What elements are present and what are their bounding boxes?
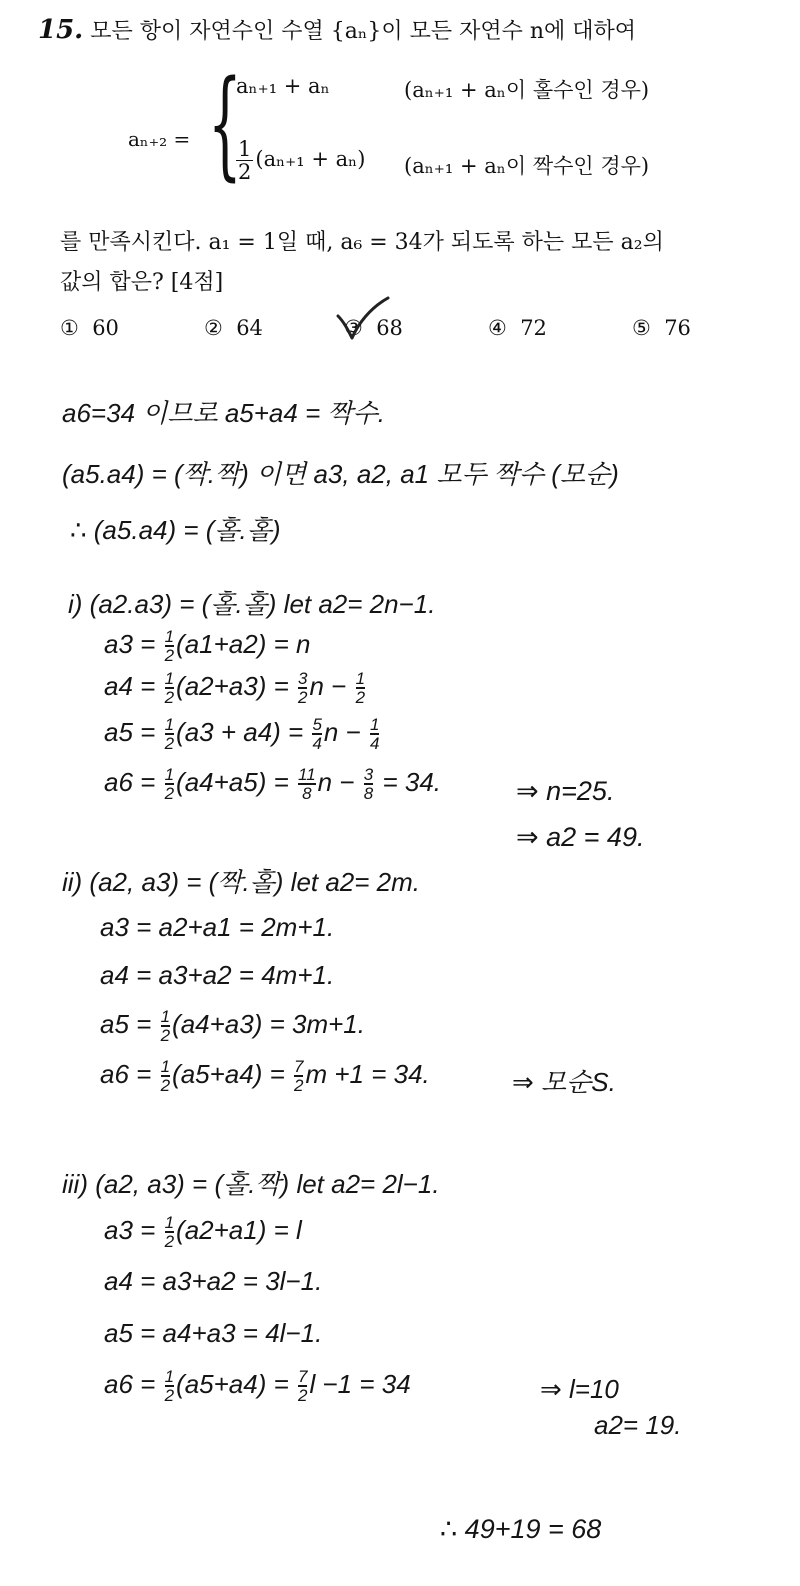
choice-1[interactable]: ① 60	[60, 316, 119, 340]
case2-expression: $\frac{1}{2}$ (aₙ₊₁ + aₙ)	[238, 137, 366, 185]
problem-intro: 모든 항이 자연수인 수열 {aₙ}이 모든 자연수 n에 대하여	[90, 19, 637, 44]
case1-heading: i) (a2.a3) = (홀.홀) let a2= 2n−1.	[68, 589, 436, 619]
case2-condition: (aₙ₊₁ + aₙ이 짝수인 경우)	[404, 154, 650, 178]
case2-a4: a4 = a3+a2 = 4m+1.	[100, 960, 335, 990]
case3-result-l: ⇒ l=10	[540, 1374, 619, 1404]
case3-a6: a6 = $\frac{1}{2}$ (a5+a4) = $\frac{7}{2}$ l −1 = 34	[104, 1367, 411, 1405]
choice-2[interactable]: ② 64	[204, 316, 263, 340]
case3-a3: a3 = $\frac{1}{2}$ (a2+a1) = l	[104, 1213, 302, 1251]
problem-body-line1: 를 만족시킨다. a₁ = 1일 때, a₆ = 34가 되도록 하는 모든 a₂의	[60, 230, 664, 255]
answer-check-mark-icon	[334, 296, 394, 346]
problem-intro-line	[38, 14, 636, 45]
case2-a3: a3 = a2+a1 = 2m+1.	[100, 912, 335, 942]
case1-result-a2: ⇒ a2 = 49.	[516, 822, 645, 852]
solution-line1: a6=34 이므로 a5+a4 = 짝수.	[62, 398, 385, 428]
case1-expression: aₙ₊₁ + aₙ	[236, 74, 330, 98]
choice-5[interactable]: ⑤ 76	[632, 316, 691, 340]
one-half-fraction: $\frac{1}{2}$	[238, 137, 252, 185]
question-number: 15.	[38, 15, 84, 45]
case2-heading: ii) (a2, a3) = (짝.홀) let a2= 2m.	[62, 867, 421, 897]
case1-a4: a4 = $\frac{1}{2}$ (a2+a3) = $\frac{3}{2}$ n − $\frac{1}{2}$	[104, 669, 366, 707]
solution-line2: (a5.a4) = (짝.짝) 이면 a3, a2, a1 모두 짝수 (모순)	[62, 459, 619, 489]
choice-3[interactable]: ③ 68	[344, 316, 403, 340]
case3-result-a2: a2= 19.	[594, 1410, 682, 1440]
case2-a6: a6 = $\frac{1}{2}$ (a5+a4) = $\frac{7}{2}$ m +1 = 34.	[100, 1057, 430, 1095]
problem-body-line2: 값의 합은? [4점]	[60, 270, 224, 295]
solution-line3: ∴ (a5.a4) = (홀.홀)	[70, 515, 281, 545]
case2-a5: a5 = $\frac{1}{2}$ (a4+a3) = 3m+1.	[100, 1007, 365, 1045]
case3-a4: a4 = a3+a2 = 3l−1.	[104, 1266, 323, 1296]
case1-a3: a3 = $\frac{1}{2}$ (a1+a2) = n	[104, 627, 311, 665]
case1-a5: a5 = $\frac{1}{2}$ (a3 + a4) = $\frac{5}{4}$ n − $\frac{1}{4}$	[104, 715, 380, 753]
case2-result: ⇒ 모순S.	[512, 1067, 616, 1097]
case3-a5: a5 = a4+a3 = 4l−1.	[104, 1318, 323, 1348]
choice-4[interactable]: ④ 72	[488, 316, 547, 340]
case1-result-n: ⇒ n=25.	[516, 776, 615, 806]
final-answer: ∴ 49+19 = 68	[440, 1514, 602, 1544]
case3-heading: iii) (a2, a3) = (홀.짝) let a2= 2l−1.	[62, 1169, 440, 1199]
recurrence-lhs: aₙ₊₂ =	[128, 127, 191, 151]
case1-condition: (aₙ₊₁ + aₙ이 홀수인 경우)	[404, 78, 650, 102]
case1-a6: a6 = $\frac{1}{2}$ (a4+a5) = $\frac{11}{8}$ n − $\frac{3}{8}$ = 34.	[104, 765, 442, 803]
left-brace-symbol: {	[208, 54, 242, 192]
